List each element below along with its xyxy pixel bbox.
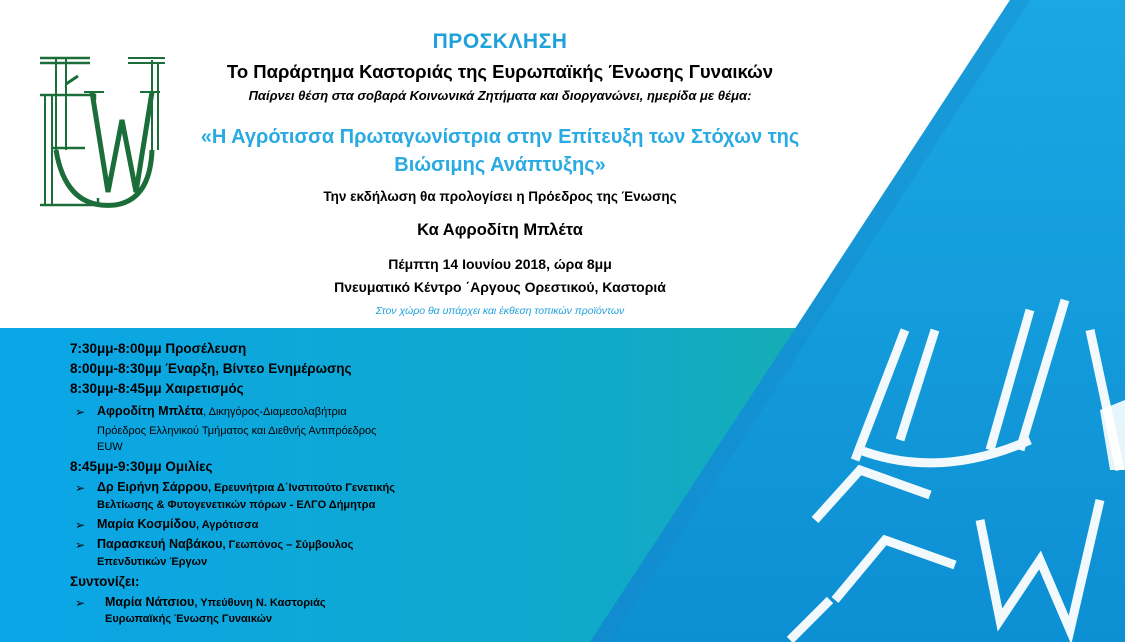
speaker-role: , Αγρότισσα xyxy=(196,519,259,531)
program-item-arrival: 7:30μμ-8:00μμ Προσέλευση xyxy=(70,341,247,356)
speaker-role: , Γεωπόνος – Σύμβουλος xyxy=(222,539,354,551)
talk-speaker xyxy=(97,517,258,531)
intro-text: Παίρνει θέση στα σοβαρά Κοινωνικά Ζητήματα και διοργανώνει, ημερίδα με θέμα: xyxy=(248,88,752,103)
prologue: Την εκδήλωση θα προλογίσει η Πρόεδρος της Ένωσης xyxy=(323,189,677,204)
organization: Το Παράρτημα Καστοριάς της Ευρωπαϊκής Ένωσης Γυναικών xyxy=(226,61,774,82)
coordinator-label: Συντονίζει: xyxy=(70,574,140,589)
speaker-name: Μαρία Κοσμίδου xyxy=(97,517,196,531)
bullet-icon: ➢ xyxy=(75,596,86,610)
event-date: Πέμπτη 14 Ιουνίου 2018, ώρα 8μμ xyxy=(388,256,612,272)
speaker-name: Παρασκευή Ναβάκου xyxy=(97,537,223,551)
coordinator xyxy=(105,595,326,609)
speaker-role-line: EUW xyxy=(97,441,123,453)
coordinator-name: Μαρία Νάτσιου xyxy=(105,595,195,609)
speaker-role-line: Επενδυτικών Έργων xyxy=(97,556,208,568)
coordinator-role: , Υπεύθυνη Ν. Καστοριάς xyxy=(194,597,326,609)
theme-line-2: Βιώσιμης Ανάπτυξης» xyxy=(394,154,606,176)
speaker-role: , Ερευνήτρια Δ΄Ινστιτούτο Γενετικής xyxy=(208,482,395,494)
speaker-role-line: Βελτίωσης & Φυτογενετικών πόρων - ΕΛΓΟ Δήμητρα xyxy=(97,499,376,511)
speaker-name: Αφροδίτη Μπλέτα xyxy=(97,404,204,418)
exhibition-note: Στον χώρο θα υπάρχει και έκθεση τοπικών προϊόντων xyxy=(375,305,625,317)
program-item-greeting: 8:30μμ-8:45μμ Χαιρετισμός xyxy=(70,381,244,396)
speaker-role: , Δικηγόρος-Διαμεσολαβήτρια xyxy=(203,406,347,418)
keynote-speaker: Κα Αφροδίτη Μπλέτα xyxy=(417,221,583,239)
speaker-name: Δρ Ειρήνη Σάρρου xyxy=(97,480,208,494)
coordinator-role-line: Ευρωπαϊκής Ένωσης Γυναικών xyxy=(105,613,273,625)
greeting-speaker xyxy=(97,404,347,418)
talk-speaker xyxy=(97,537,353,551)
bullet-icon: ➢ xyxy=(75,538,86,552)
title: ΠΡΟΣΚΛΗΣΗ xyxy=(432,30,568,53)
event-venue: Πνευματικό Κέντρο ΄Αργους Ορεστικού, Καστοριά xyxy=(334,279,666,295)
theme-line-1: «Η Αγρότισσα Πρωταγωνίστρια στην Επίτευξη των Στόχων της xyxy=(200,126,800,148)
bullet-icon: ➢ xyxy=(75,405,86,419)
program-item-talks: 8:45μμ-9:30μμ Ομιλίες xyxy=(70,459,213,474)
speaker-role-line: Πρόεδρος Ελληνικού Τμήματος και Διεθνής Αντιπρόεδρος xyxy=(97,425,377,437)
bullet-icon: ➢ xyxy=(75,481,86,495)
bullet-icon: ➢ xyxy=(75,518,86,532)
euw-logo xyxy=(40,58,165,205)
program-item-opening: 8:00μμ-8:30μμ Έναρξη, Βίντεο Ενημέρωσης xyxy=(70,361,352,376)
talk-speaker xyxy=(97,480,395,494)
